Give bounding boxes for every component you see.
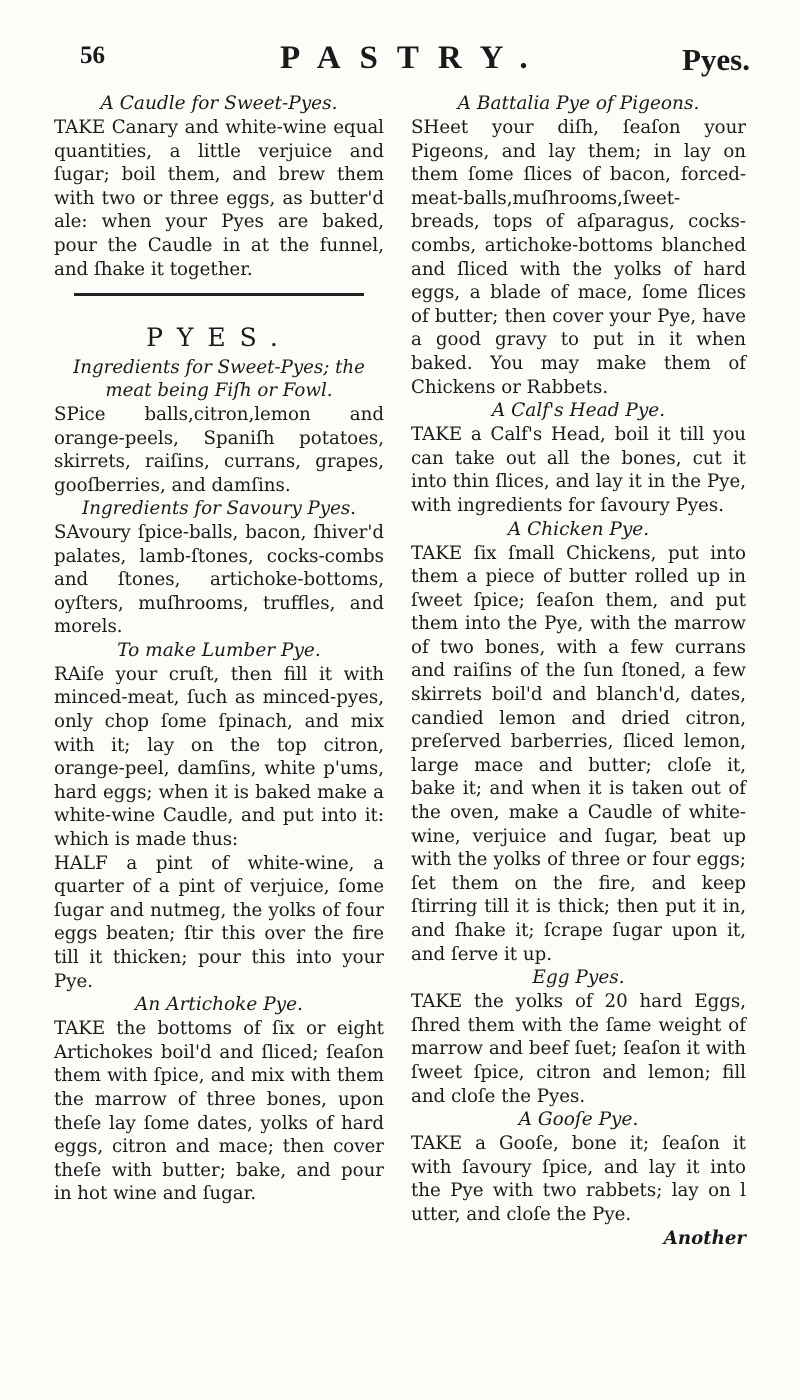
recipe-text-goose: TAKE a Gooſe, bone it; ſeaſon it with ſavoury ſpice, and lay it into the Pye with two rabbets; lay on l utter, and cloſe the Pye. — [411, 1133, 746, 1225]
divider-rule — [74, 293, 364, 296]
catchword: Another — [663, 1227, 746, 1249]
ingredients-heading-sweet: Ingredients for Sweet-Pyes; the meat being Fiſh or Fowl. — [73, 356, 365, 402]
recipe-text-chicken: TAKE ſix ſmall Chickens, put into them a piece of butter rolled up in ſweet ſpice; ſeaſon them, and put them into the Pye, with the marrow of two bones, with a few currans and raiſins of the ſun ſtoned, a few skirrets boil'd and blanch'd, dates, candied lemon and dried citron, preſerved barberries, ſliced lemon, large mace and butter; cloſe it, bake it; and when it is taken out of the oven, make a Caudle of white-wine, verjuice and ſugar, beat up with the yolks of three or four eggs; ſet them on the fire, and keep ſtirring till it is thick; then put it in, and ſhake it; ſcrape ſugar upon it, and ſerve it up. — [411, 542, 746, 965]
recipe-heading-lumber: To make Lumber Pye. — [117, 639, 321, 661]
recipe-heading-caudle: A Caudle for Sweet-Pyes. — [100, 93, 338, 114]
left-column — [54, 92, 384, 1206]
recipe-text-battalia: SHeet your diſh, ſeaſon your Pigeons, and lay them; in lay on them ſome ſlices of bacon, forced-meat-balls,muſhrooms,ſweet-breads, tops of aſparagus, cocks-combs, artichoke-bottoms blanched and ſliced with the yolks of hard eggs, a blade of mace, ſome ſlices of butter; then cover your Pye, have a good gravy to put in it when baked. You may make them of Chickens or Rabbets. — [411, 117, 746, 398]
running-head — [80, 40, 750, 80]
recipe-heading-battalia: A Battalia Pye of Pigeons. — [457, 93, 700, 114]
section-title: PYES. — [146, 323, 292, 353]
recipe-text-artichoke: TAKE the bottoms of ſix or eight Artichokes boil'd and ſliced; ſeaſon them with ſpice, and mix with them the marrow of three bones, upon theſe lay ſome dates, yolks of hard eggs, citron and mace; then cover theſe with butter; bake, and pour in hot wine and ſugar. — [54, 1018, 384, 1205]
section-word: Pyes. — [681, 42, 750, 77]
recipe-heading-goose: A Gooſe Pye. — [518, 1109, 639, 1131]
recipe-heading-artichoke: An Artichoke Pye. — [135, 994, 303, 1016]
ingredients-text-sweet: SPice balls,citron,lemon and orange-peels, Spaniſh potatoes, skirrets, raiſins, currans, grapes, gooſberries, and damſins. — [54, 403, 384, 496]
ingredients-text-savoury: SAvoury ſpice-balls, bacon, ſhiver'd palates, lamb-ſtones, cocks-combs and ſtones, artichoke-bottoms, oyſters, muſhrooms, truffles, and morels. — [54, 521, 384, 638]
recipe-text-calfs-head: TAKE a Calf's Head, boil it till you can take out all the bones, cut it into thin ſlices, and lay it in the Pye, with ingredients for ſavoury Pyes. — [411, 424, 746, 516]
recipe-heading-egg: Egg Pyes. — [532, 967, 625, 989]
page-number: 56 — [80, 42, 105, 69]
ingredients-heading-savoury: Ingredients for Savoury Pyes. — [82, 498, 356, 520]
recipe-text-caudle-method: HALF a pint of white-wine, a quarter of a pint of verjuice, ſome ſugar and nutmeg, the yolks of four eggs beaten; ſtir this over the fire till it thicken; pour this into your Pye. — [54, 852, 384, 992]
recipe-heading-chicken: A Chicken Pye. — [507, 518, 650, 540]
recipe-text-lumber: RAiſe your cruſt, then fill it with minced-meat, ſuch as minced-pyes, only chop ſome ſpinach, and mix with it; lay on the top citron, orange-peel, damſins, white p'ums, hard eggs; when it is baked make a white-wine Caudle, and put into it: which is made thus: — [54, 663, 384, 851]
page-title: PASTRY. — [280, 40, 547, 76]
recipe-heading-calfs-head: A Calf's Head Pye. — [491, 400, 666, 422]
recipe-text-caudle: TAKE Canary and white-wine equal quantities, a little verjuice and ſugar; boil them, and brew them with two or three eggs, as butter'd ale: when your Pyes are baked, pour the Caudle in at the funnel, and ſhake it together. — [54, 117, 384, 280]
recipe-text-egg: TAKE the yolks of 20 hard Eggs, ſhred them with the ſame weight of marrow and beef ſuet; ſeaſon it with ſweet ſpice, citron and lemon; fill and cloſe the Pyes. — [411, 991, 746, 1107]
right-column — [411, 92, 746, 1250]
